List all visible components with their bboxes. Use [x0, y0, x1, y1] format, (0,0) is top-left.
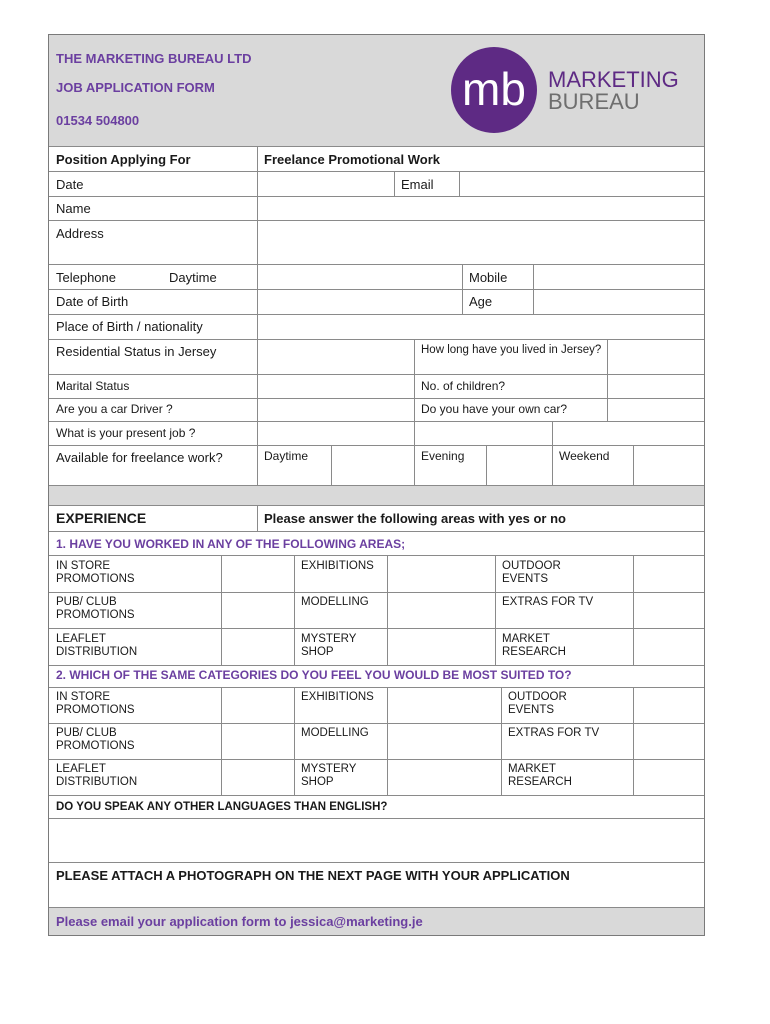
dob-field[interactable] — [258, 290, 462, 314]
telephone-daytime-label: Daytime — [169, 270, 217, 285]
date-field[interactable] — [258, 172, 394, 196]
q1-market-label: MARKET RESEARCH — [502, 633, 566, 658]
application-form — [48, 34, 705, 936]
q2-leaflet-field[interactable] — [222, 760, 294, 795]
q1-exhibitions-label: EXHIBITIONS — [301, 560, 374, 572]
car-driver-field[interactable] — [258, 399, 414, 421]
logo-word-marketing: MARKETING — [548, 67, 679, 92]
logo-word-bureau: BUREAU — [548, 89, 640, 114]
question-2: 2. WHICH OF THE SAME CATEGORIES DO YOU FEEL YOU WOULD BE MOST SUITED TO? — [56, 668, 572, 682]
q1-leaflet-field[interactable] — [222, 629, 294, 665]
company-name: THE MARKETING BUREAU LTD — [56, 51, 252, 66]
q1-mystery-label: MYSTERY SHOP — [301, 633, 357, 658]
email-label: Email — [401, 177, 434, 192]
languages-field[interactable] — [49, 819, 704, 862]
address-label: Address — [56, 226, 104, 241]
experience-title: EXPERIENCE — [56, 510, 147, 526]
age-label: Age — [469, 294, 493, 309]
car-driver-label: Are you a car Driver ? — [56, 402, 173, 416]
logo-mark — [449, 47, 699, 133]
dob-label: Date of Birth — [56, 294, 129, 309]
q2-in-store-field[interactable] — [222, 688, 294, 723]
marital-label: Marital Status — [56, 379, 130, 393]
pob-label: Place of Birth / nationality — [56, 319, 203, 334]
present-job-field[interactable] — [258, 422, 704, 445]
present-job-label: What is your present job ? — [56, 426, 196, 440]
name-label: Name — [56, 201, 91, 216]
q2-leaflet-label: LEAFLET DISTRIBUTION — [56, 763, 138, 788]
residential-label: Residential Status in Jersey — [56, 344, 217, 359]
mobile-field[interactable] — [534, 265, 704, 289]
how-long-label: How long have you lived in Jersey? — [421, 344, 602, 356]
q2-extras-tv-field[interactable] — [634, 724, 704, 759]
avail-daytime-field[interactable] — [332, 446, 414, 485]
how-long-field[interactable] — [608, 340, 704, 374]
q2-mystery-field[interactable] — [388, 760, 501, 795]
q2-mystery-label: MYSTERY SHOP — [301, 763, 357, 788]
children-label: No. of children? — [421, 379, 506, 393]
avail-evening-field[interactable] — [487, 446, 552, 485]
children-field[interactable] — [608, 375, 704, 398]
avail-evening-label: Evening — [421, 449, 465, 463]
pob-field[interactable] — [258, 315, 704, 339]
q1-in-store-label: IN STORE PROMOTIONS — [56, 560, 135, 585]
q1-modelling-label: MODELLING — [301, 596, 369, 608]
avail-weekend-label: Weekend — [559, 449, 610, 463]
q2-exhibitions-label: EXHIBITIONS — [301, 691, 374, 703]
residential-field[interactable] — [258, 340, 414, 374]
email-field[interactable] — [460, 172, 704, 196]
position-value: Freelance Promotional Work — [264, 152, 441, 167]
q2-market-field[interactable] — [634, 760, 704, 795]
q2-exhibitions-field[interactable] — [388, 688, 501, 723]
q1-extras-tv-field[interactable] — [634, 593, 704, 628]
q1-pub-club-field[interactable] — [222, 593, 294, 628]
position-label: Position Applying For — [56, 152, 191, 167]
languages-question: DO YOU SPEAK ANY OTHER LANGUAGES THAN ENGLISH? — [56, 801, 388, 813]
q2-market-label: MARKET RESEARCH — [508, 763, 572, 788]
experience-instruction: Please answer the following areas with yes or no — [264, 511, 566, 526]
email-note: Please email your application form to jessica@marketing.je — [56, 914, 423, 929]
question-1: 1. HAVE YOU WORKED IN ANY OF THE FOLLOWING AREAS; — [56, 537, 406, 551]
q1-modelling-field[interactable] — [388, 593, 495, 628]
available-label: Available for freelance work? — [56, 450, 223, 465]
q1-pub-club-label: PUB/ CLUB PROMOTIONS — [56, 596, 135, 621]
avail-daytime-label: Daytime — [264, 449, 309, 463]
q2-outdoor-field[interactable] — [634, 688, 704, 723]
q1-exhibitions-field[interactable] — [388, 556, 495, 592]
marital-field[interactable] — [258, 375, 414, 398]
q2-pub-club-field[interactable] — [222, 724, 294, 759]
q1-outdoor-label: OUTDOOR EVENTS — [502, 560, 561, 585]
logo-letters: mb — [462, 63, 526, 115]
q2-modelling-label: MODELLING — [301, 727, 369, 739]
age-field[interactable] — [534, 290, 704, 314]
date-label: Date — [56, 177, 84, 192]
q1-in-store-field[interactable] — [222, 556, 294, 592]
q1-outdoor-field[interactable] — [634, 556, 704, 592]
q1-extras-tv-label: EXTRAS FOR TV — [502, 596, 594, 608]
company-phone: 01534 504800 — [56, 113, 140, 128]
address-field[interactable] — [258, 221, 704, 264]
mobile-label: Mobile — [469, 270, 508, 285]
name-field[interactable] — [258, 197, 704, 220]
q2-pub-club-label: PUB/ CLUB PROMOTIONS — [56, 727, 135, 752]
q2-in-store-label: IN STORE PROMOTIONS — [56, 691, 135, 716]
q1-market-field[interactable] — [634, 629, 704, 665]
q2-modelling-field[interactable] — [388, 724, 501, 759]
form-title: JOB APPLICATION FORM — [56, 80, 215, 95]
section-divider-band — [49, 486, 704, 505]
telephone-field[interactable] — [258, 265, 462, 289]
q1-leaflet-label: LEAFLET DISTRIBUTION — [56, 633, 138, 658]
avail-weekend-field[interactable] — [634, 446, 704, 485]
photo-note: PLEASE ATTACH A PHOTOGRAPH ON THE NEXT PAGE WITH YOUR APPLICATION — [56, 868, 570, 883]
q2-outdoor-label: OUTDOOR EVENTS — [508, 691, 567, 716]
own-car-label: Do you have your own car? — [421, 402, 568, 416]
company-logo — [449, 47, 699, 133]
own-car-field[interactable] — [608, 399, 704, 421]
telephone-label: Telephone — [56, 270, 116, 285]
q1-mystery-field[interactable] — [388, 629, 495, 665]
q2-extras-tv-label: EXTRAS FOR TV — [508, 727, 600, 739]
